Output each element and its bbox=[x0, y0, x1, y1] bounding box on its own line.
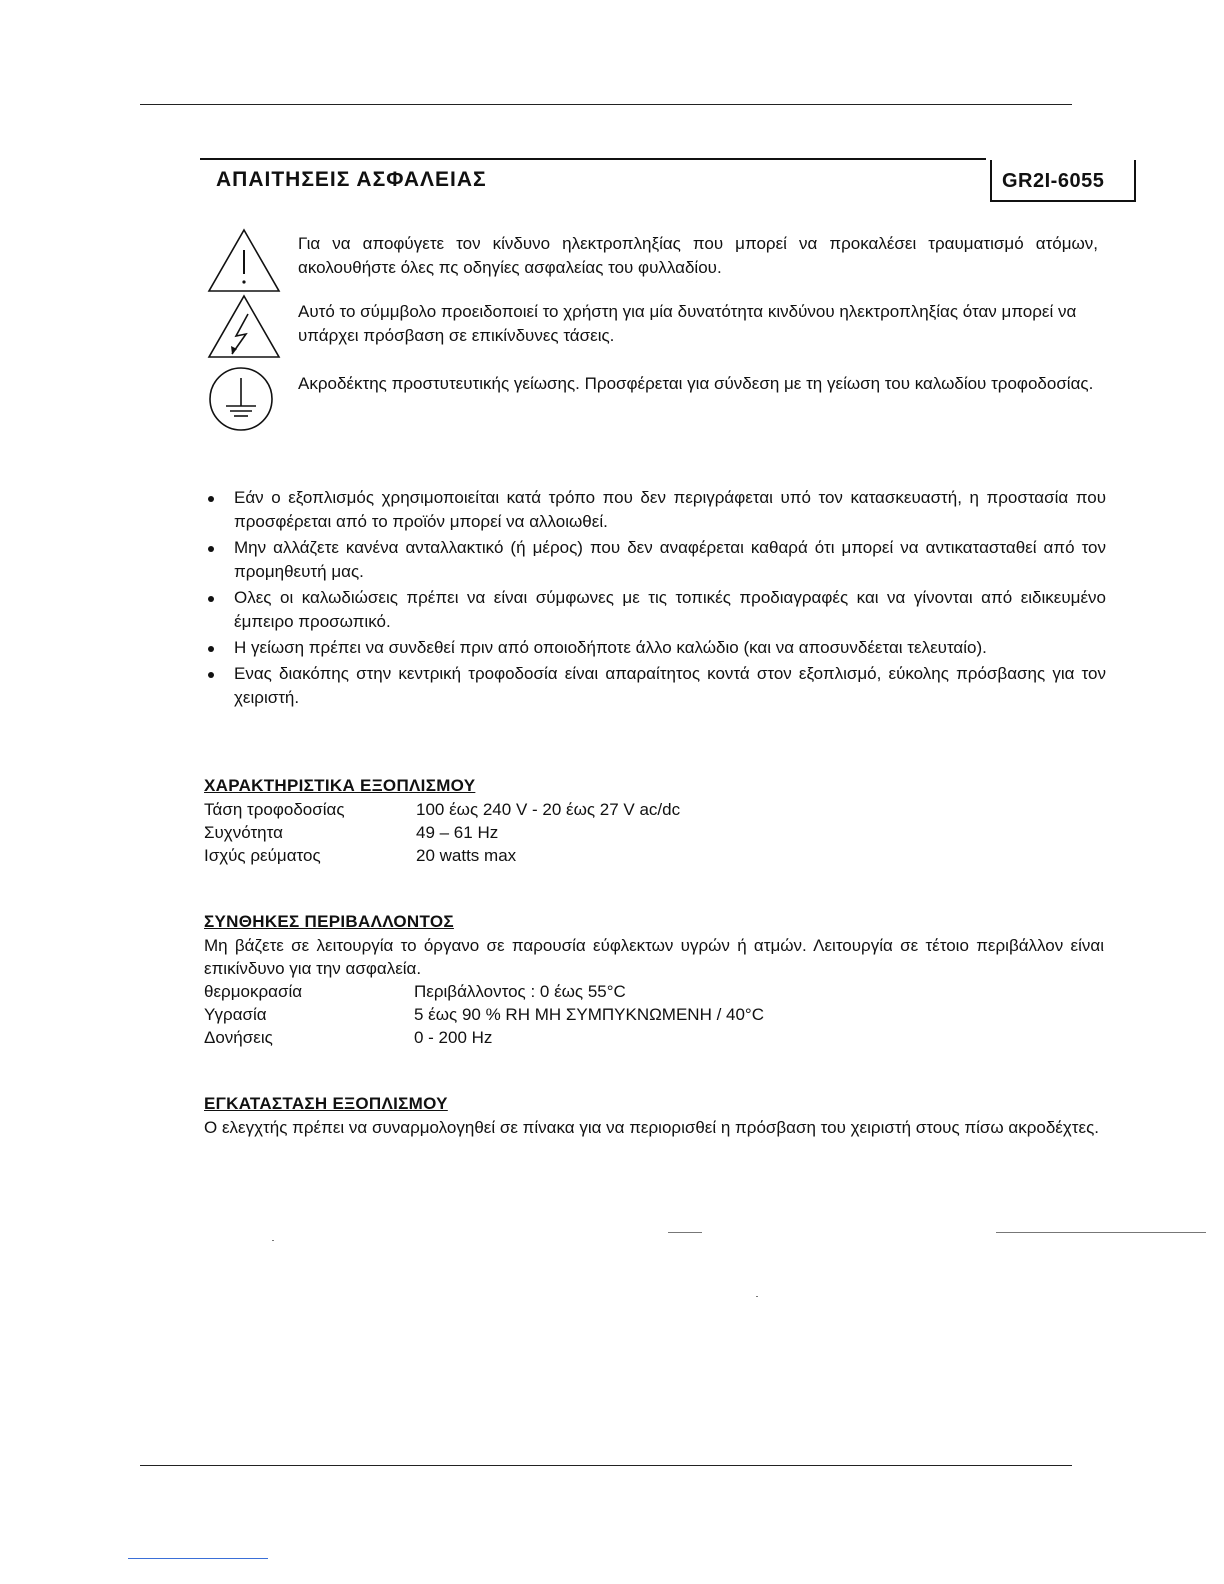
environment-section-title: ΣΥΝΘΗΚΕΣ ΠΕΡΙΒΑΛΛΟΝΤΟΣ bbox=[204, 912, 454, 931]
spec-value: 100 έως 240 V - 20 έως 27 V ac/dc bbox=[416, 800, 681, 819]
symbol-text-warning: Για να αποφύγετε τον κίνδυνο ηλεκτροπληξίας που μπορεί να προκαλέσει τραυματισμό ατόμων, ακολουθήστε όλες πς οδηγίες ασφαλείας του φυλλαδίου. bbox=[298, 234, 1098, 277]
bottom-page-rule bbox=[140, 1465, 1072, 1466]
installation-text: Ο ελεγχτής πρέπει να συναρμολογηθεί σε πίνακα για να περιορισθεί η πρόσβαση του χειριστή στους πίσω ακροδέχτες. bbox=[204, 1118, 1099, 1137]
installation-section-title: ΕΓΚΑΤΑΣΤΑΣΗ ΕΞΟΠΛΙΣΜΟΥ bbox=[204, 1094, 448, 1113]
spec-value: 5 έως 90 % RH ΜΗ ΣΥΜΠΥΚΝΩΜΕΝΗ / 40°C bbox=[414, 1005, 765, 1024]
symbol-text-shock: Αυτό το σύμμβολο προειδοποιεί το χρήστη για μία δυνατότητα κινδύνου ηλεκτροπληξίας όταν μπορεί να υπάρχει πρόσβαση σε επικίνδυνες τάσεις. bbox=[298, 302, 1077, 345]
symbol-row-earth bbox=[206, 366, 1106, 432]
equipment-spec-table bbox=[204, 798, 680, 867]
spec-row bbox=[204, 844, 680, 867]
spec-label: Συχνότητα bbox=[204, 823, 283, 842]
spec-row bbox=[204, 1003, 764, 1026]
scan-speck bbox=[996, 1232, 1206, 1233]
spec-label: Υγρασία bbox=[204, 1005, 267, 1024]
top-page-rule bbox=[140, 104, 1072, 105]
spec-value: 20 watts max bbox=[416, 846, 517, 865]
safety-bullet-list bbox=[206, 486, 1106, 710]
header-top-line bbox=[200, 158, 986, 160]
symbol-row-warning bbox=[206, 228, 1106, 292]
spec-row bbox=[204, 1026, 764, 1049]
page-title: ΑΠΑΙΤΗΣΕΙΣ ΑΣΦΑΛΕΙΑΣ bbox=[216, 168, 487, 191]
spec-label: Ισχύς ρεύματος bbox=[204, 846, 321, 865]
list-item: Ενας διακόπης στην κεντρική τροφοδοσία είναι απαραίτητος κοντά στον εξοπλισμό, εύκολης πρόσβασης για τον χειριστή. bbox=[206, 662, 1106, 710]
list-item: Εάν ο εξοπλισμός χρησιμοποιείται κατά τρόπο που δεν περιγράφεται υπό τον κατασκευαστή, η προστασία που προσφέρεται από το προϊόν μπορεί να αλλοιωθεί. bbox=[206, 486, 1106, 534]
spec-value: 0 - 200 Hz bbox=[414, 1028, 493, 1047]
document-code: GR2I-6055 bbox=[1002, 170, 1105, 192]
scan-speck bbox=[756, 1296, 758, 1297]
environment-spec-table bbox=[204, 980, 764, 1049]
warning-triangle-icon bbox=[206, 228, 282, 294]
list-item: Η γείωση πρέπει να συνδεθεί πριν από οποιοδήποτε άλλο καλώδιο (και να αποσυνδέεται τελευταίο). bbox=[206, 636, 1106, 660]
symbol-row-shock bbox=[206, 294, 1106, 360]
spec-label: Δονήσεις bbox=[204, 1028, 273, 1047]
spec-row bbox=[204, 821, 680, 844]
scan-speck bbox=[668, 1232, 702, 1233]
spec-value: Περιβάλλοντος : 0 έως 55°C bbox=[414, 982, 626, 1001]
spec-row bbox=[204, 980, 764, 1003]
document-code-box bbox=[990, 160, 1136, 202]
protective-earth-icon bbox=[206, 366, 276, 432]
footer-blue-rule bbox=[128, 1558, 268, 1559]
list-item: Μην αλλάζετε κανένα ανταλλακτικό (ή μέρος) που δεν αναφέρεται καθαρά ότι μπορεί να αντικατασταθεί από τον προμηθευτή μας. bbox=[206, 536, 1106, 584]
spec-label: Τάση τροφοδοσίας bbox=[204, 800, 345, 819]
equipment-section-title: ΧΑΡΑΚΤΗΡΙΣΤΙΚΑ ΕΞΟΠΛΙΣΜΟΥ bbox=[204, 776, 476, 795]
list-item: Ολες οι καλωδιώσεις πρέπει να είναι σύμφωνες με τις τοπικές προδιαγραφές και να γίνονται από ειδικευμένο έμπειρο προσωπικό. bbox=[206, 586, 1106, 634]
spec-value: 49 – 61 Hz bbox=[416, 823, 499, 842]
spec-row bbox=[204, 798, 680, 821]
spec-label: θερμοκρασία bbox=[204, 982, 303, 1001]
environment-intro: Μη βάζετε σε λειτουργία το όργανο σε παρουσία εύφλεκτων υγρών ή ατμών. Λειτουργία σε τέτοιο περιβάλλον είναι επικίνδυνο για την ασφαλεία. bbox=[204, 936, 1104, 978]
electric-shock-icon bbox=[206, 294, 282, 360]
scan-speck bbox=[272, 1240, 274, 1241]
symbol-text-earth: Ακροδέκτης προστυτευτικής γείωσης. Προσφέρεται για σύνδεση με τη γείωση του καλωδίου τροφοδοσίας. bbox=[298, 374, 1094, 393]
